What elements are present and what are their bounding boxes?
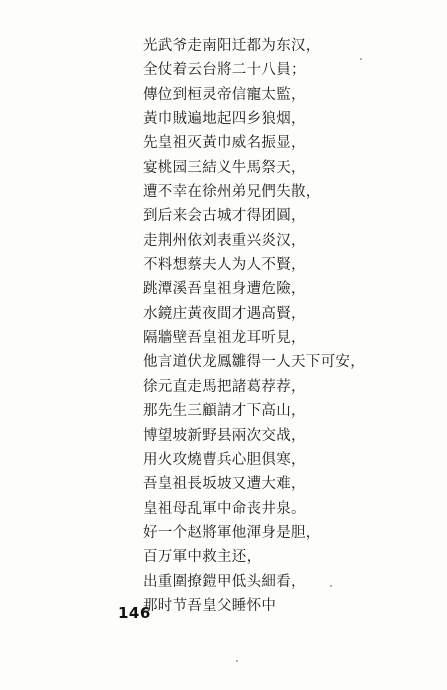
verse-line: 黃巾賊遍地起四乡狼烟， <box>143 111 306 128</box>
verse-line: 出重圍撩鎧甲低头細看， <box>143 573 306 590</box>
scan-speck <box>236 660 238 662</box>
verse-line: 他言道伏龙鳳雛得一人天下可安， <box>143 354 365 371</box>
verse-line: 隔牆壁吾皇祖龙耳听見， <box>143 330 306 347</box>
verse-line: 到后来会古城才得团圓， <box>143 208 306 225</box>
verse-line: 水鏡庄黃夜間才遇高賢， <box>143 305 306 322</box>
verse-line: 不料想蔡夫人为人不賢， <box>143 257 306 274</box>
verse-line: 用火攻燒曹兵心胆俱寒， <box>143 451 306 468</box>
scan-speck <box>330 585 332 587</box>
page-number: 146 <box>118 604 151 622</box>
verse-line: 先皇祖灭黃巾威名振显， <box>143 135 306 152</box>
scan-speck <box>360 58 362 60</box>
verse-line: 吾皇祖長坂坡又遭大难， <box>143 476 306 493</box>
verse-line: 光武爷走南阳迁都为东汉， <box>143 38 321 54</box>
verse-line: 走荆州依刘表重兴炎汉， <box>143 232 306 249</box>
verse-line: 遭不幸在徐州弟兄們失散， <box>143 184 321 201</box>
verse-line: 那时节吾皇父睡怀中 <box>143 597 277 614</box>
verse-line: 徐元直走馬把諸葛荐荐， <box>143 378 306 395</box>
verse-line: 跳潭溪吾皇祖身遭危險， <box>143 281 306 298</box>
verse-line: 好一个赵將軍他渾身是胆， <box>143 524 321 541</box>
verse-line: 那先生三顧請才下高山， <box>143 403 306 420</box>
verse-line: 傳位到桓灵帝信寵太監， <box>143 86 306 103</box>
verse-line: 皇祖母乱軍中命丧井泉。 <box>143 500 306 517</box>
verse-line: 百万軍中救主还， <box>143 549 262 566</box>
verse-block <box>143 34 443 618</box>
verse-line: 宴桃园三結义牛馬祭天， <box>143 159 306 176</box>
verse-line: 全仗着云台將二十八員； <box>143 62 306 79</box>
verse-line: 博望坡新野县兩次交战， <box>143 427 306 444</box>
